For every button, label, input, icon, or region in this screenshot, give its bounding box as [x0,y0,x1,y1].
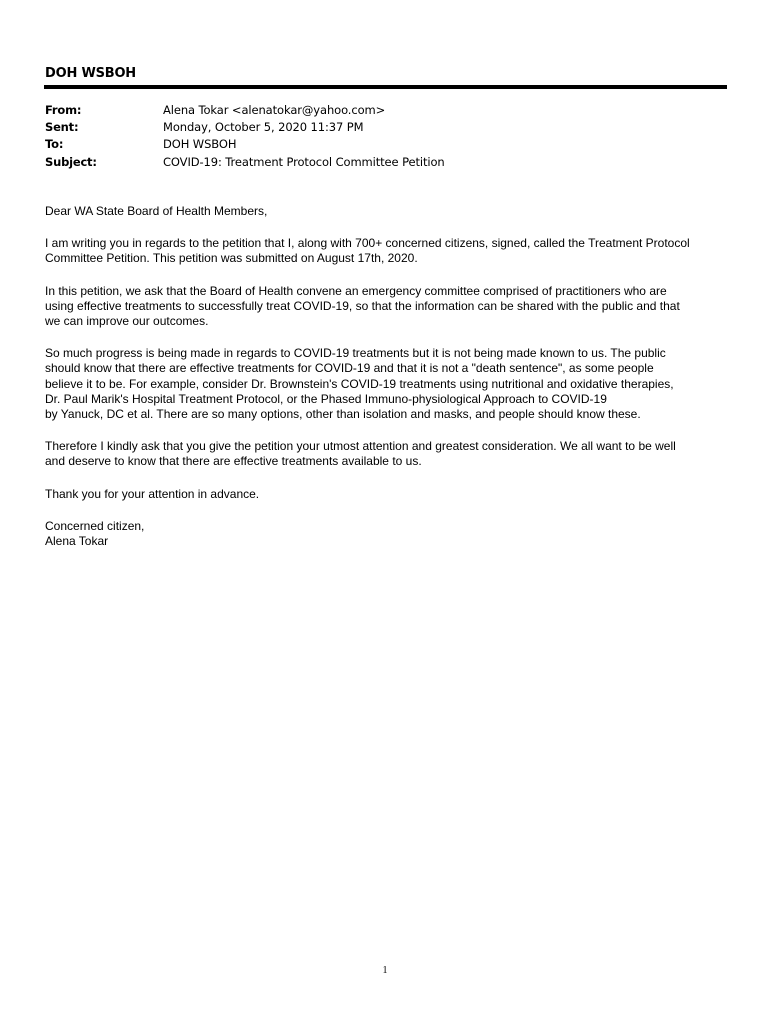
paragraph-line: and deserve to know that there are effective treatments available to us. [45,454,422,469]
paragraph-line: I am writing you in regards to the petition that I, along with 700+ concerned citizens, signed, called the Treatment Protocol [45,236,690,251]
from-value: Alena Tokar <alenatokar@yahoo.com> [163,103,386,117]
paragraph-line: using effective treatments to successfully treat COVID-19, so that the information can be shared with the public and that [45,298,680,313]
salutation-line: Dear WA State Board of Health Members, [45,204,268,218]
paragraph-line: Committee Petition. This petition was submitted on August 17th, 2020. [45,251,418,266]
page-number: 1 [382,965,388,976]
signoff: Concerned citizen, [45,518,145,533]
header-row-subject [45,154,725,171]
salutation [45,204,730,219]
signature-block [45,519,730,549]
header-row-from [45,102,725,119]
paragraph-line: believe it to be. For example, consider Dr. Brownstein's COVID-19 treatments using nutritional and oxidative therapies, [45,376,674,391]
title-divider [44,85,727,89]
body-paragraph-3 [45,346,730,422]
body-paragraph-2 [45,284,730,330]
closing-line: Thank you for your attention in advance. [45,486,260,501]
paragraph-line: So much progress is being made in regards to COVID-19 treatments but it is not being made known to us. The public [45,346,666,361]
to-value: DOH WSBOH [163,137,237,152]
subject-label: Subject: [45,154,97,169]
body-paragraph-1 [45,236,730,266]
subject-value: COVID-19: Treatment Protocol Committee Petition [163,154,445,169]
paragraph-line: by Yanuck, DC et al. There are so many options, other than isolation and masks, and people should know these. [45,407,641,422]
header-row-to [45,136,725,153]
email-body [45,204,730,549]
closing [45,487,730,502]
signature-name: Alena Tokar [45,534,109,549]
sent-value: Monday, October 5, 2020 11:37 PM [163,120,364,135]
from-label: From: [45,103,82,117]
sent-label: Sent: [45,120,79,135]
body-paragraph-4 [45,439,730,469]
paragraph-line: Therefore I kindly ask that you give the petition your utmost attention and greatest consideration. We all want to be well [45,439,676,454]
to-label: To: [45,137,64,152]
header-row-sent [45,119,725,136]
email-header [45,102,725,171]
paragraph-line: Dr. Paul Marik's Hospital Treatment Protocol, or the Phased Immuno-physiological Approach to COVID-19 [45,391,607,406]
paragraph-line: we can improve our outcomes. [45,314,209,329]
page-title: DOH WSBOH [45,66,136,81]
paragraph-line: should know that there are effective treatments for COVID-19 and that it is not a "death sentence", as some people [45,361,654,376]
paragraph-line: In this petition, we ask that the Board of Health convene an emergency committee comprised of practitioners who are [45,283,667,298]
